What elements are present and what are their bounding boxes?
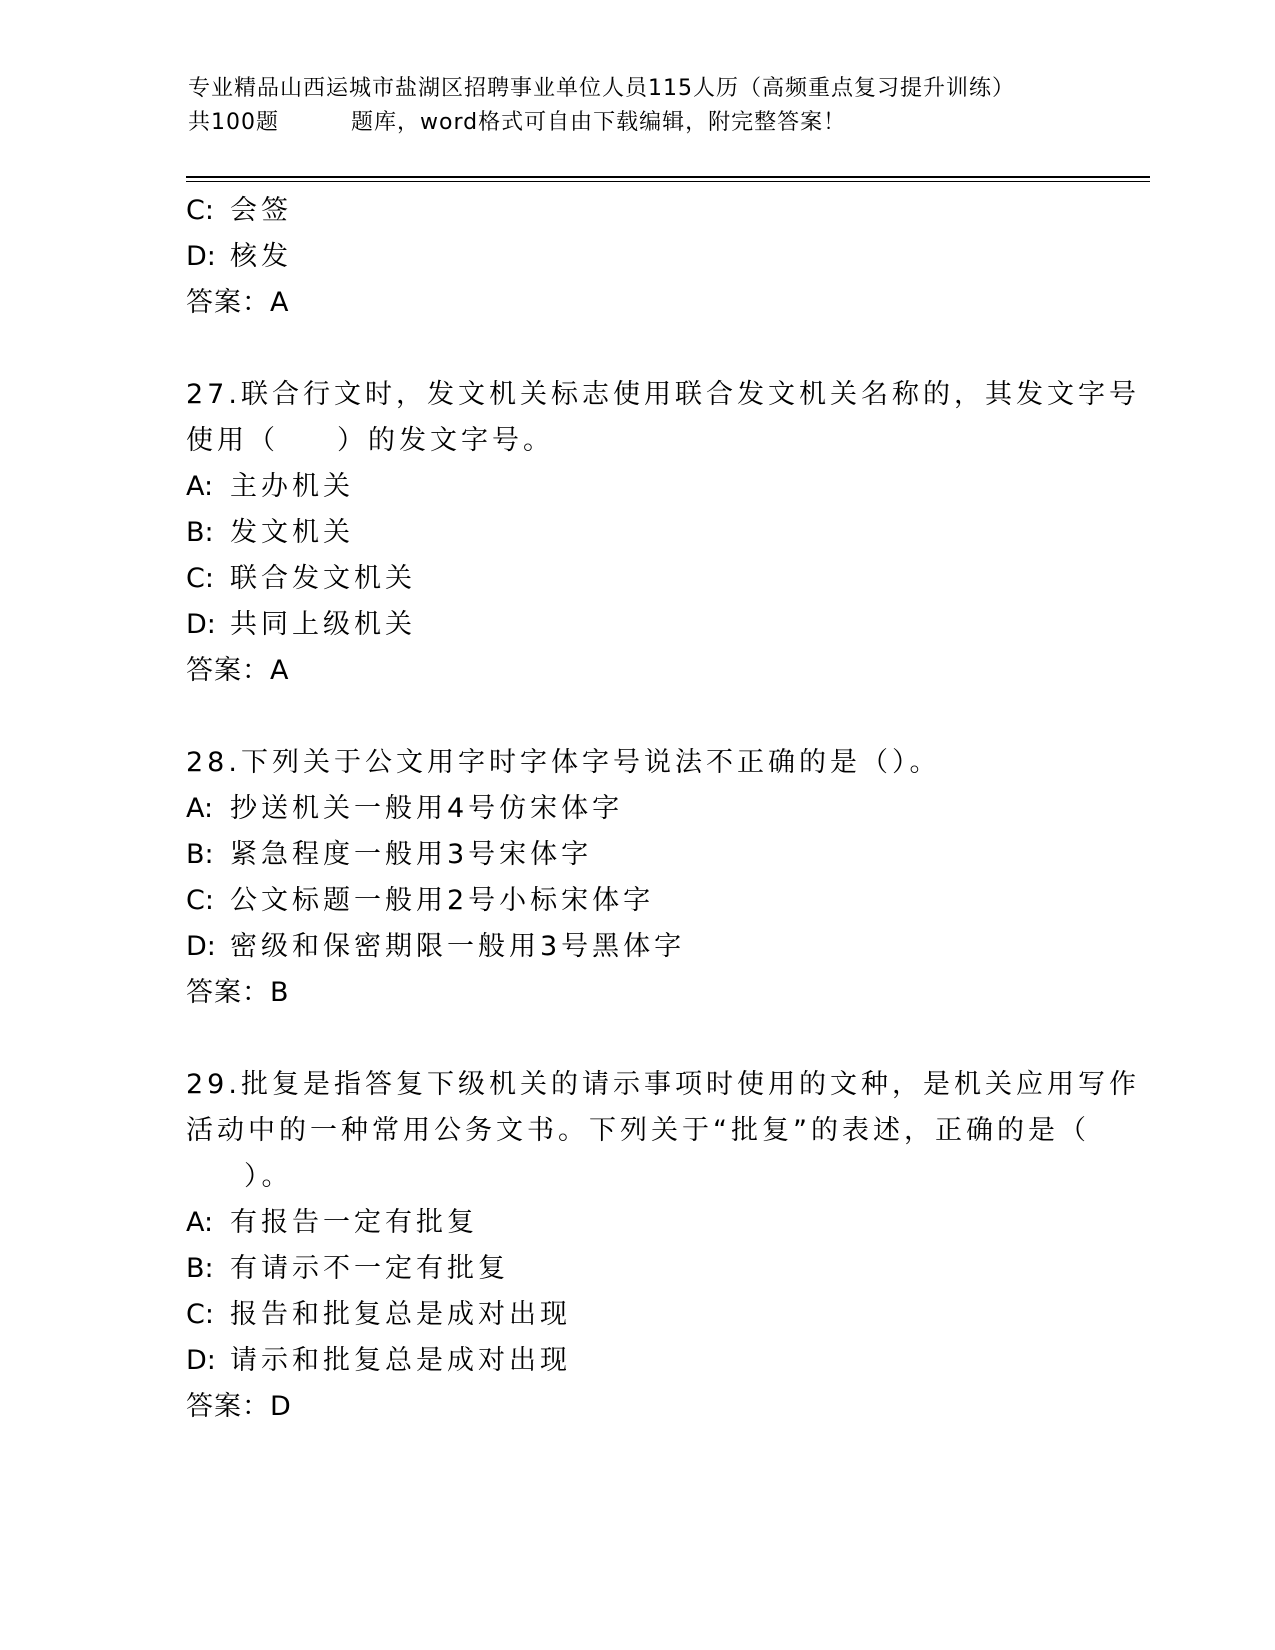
stem-part: ）的发文字号。 — [337, 425, 554, 456]
question-26-tail — [186, 188, 1086, 326]
header-description: 题库，word格式可自由下载编辑，附完整答案！ — [351, 110, 847, 135]
header-rule-thin — [186, 181, 1150, 182]
stem-part: ）。 — [244, 1161, 293, 1192]
option-letter: D: — [186, 1345, 216, 1376]
answer-line: 答案：A — [186, 287, 290, 318]
option-text: 联合发文机关 — [230, 563, 416, 594]
option-text: 密级和保密期限一般用3号黑体字 — [230, 931, 686, 962]
option-b — [186, 1246, 1086, 1292]
stem-part: 使用（ — [186, 425, 279, 456]
option-c — [186, 878, 1086, 924]
option-c — [186, 188, 1086, 234]
header-subtitle-line — [188, 106, 1088, 140]
question-27 — [186, 372, 1140, 694]
option-b — [186, 832, 1086, 878]
option-text: 发文机关 — [230, 517, 354, 548]
option-text: 共同上级机关 — [230, 609, 416, 640]
option-letter: A: — [186, 1207, 214, 1238]
option-d — [186, 924, 1086, 970]
option-text: 核发 — [230, 241, 292, 272]
answer-line: 答案：B — [186, 977, 290, 1008]
document-body — [186, 188, 1140, 1430]
header-title-line: 专业精品山西运城市盐湖区招聘事业单位人员115人历（高频重点复习提升训练） — [188, 76, 1015, 101]
question-stem-line: 29.批复是指答复下级机关的请示事项时使用的文种，是机关应用写作 — [186, 1069, 1140, 1100]
option-text: 请示和批复总是成对出现 — [230, 1345, 571, 1376]
option-text: 抄送机关一般用4号仿宋体字 — [230, 793, 624, 824]
option-a — [186, 1200, 1086, 1246]
option-text: 公文标题一般用2号小标宋体字 — [230, 885, 655, 916]
option-letter: A: — [186, 471, 214, 502]
option-letter: B: — [186, 1253, 214, 1284]
option-letter: C: — [186, 885, 214, 916]
option-b — [186, 510, 1086, 556]
question-stem-line: 28.下列关于公文用字时字体字号说法不正确的是（）。 — [186, 747, 941, 778]
option-d — [186, 602, 1086, 648]
option-text: 有报告一定有批复 — [230, 1207, 478, 1238]
question-stem-line: 27.联合行文时，发文机关标志使用联合发文机关名称的，其发文字号 — [186, 379, 1140, 410]
question-28 — [186, 740, 1086, 1016]
option-letter: C: — [186, 1299, 214, 1330]
answer-line: 答案：D — [186, 1391, 292, 1422]
question-stem-line: 活动中的一种常用公务文书。下列关于“批复”的表述，正确的是（ — [186, 1115, 1090, 1146]
option-a — [186, 464, 1086, 510]
question-stem-line — [186, 1154, 1086, 1200]
option-c — [186, 556, 1086, 602]
option-c — [186, 1292, 1086, 1338]
question-29 — [186, 1062, 1140, 1430]
option-text: 有请示不一定有批复 — [230, 1253, 509, 1284]
option-letter: B: — [186, 839, 214, 870]
option-letter: C: — [186, 563, 214, 594]
option-letter: D: — [186, 241, 216, 272]
document-header — [188, 72, 1088, 140]
option-text: 报告和批复总是成对出现 — [230, 1299, 571, 1330]
option-text: 会签 — [230, 195, 292, 226]
header-rule-thick — [186, 176, 1150, 178]
option-text: 紧急程度一般用3号宋体字 — [230, 839, 593, 870]
option-letter: A: — [186, 793, 214, 824]
option-text: 主办机关 — [230, 471, 354, 502]
header-question-count: 共100题 — [188, 110, 279, 135]
question-stem-line — [186, 418, 1086, 464]
option-letter: D: — [186, 931, 216, 962]
option-d — [186, 1338, 1086, 1384]
answer-line: 答案：A — [186, 655, 290, 686]
option-letter: C: — [186, 195, 214, 226]
option-letter: B: — [186, 517, 214, 548]
option-letter: D: — [186, 609, 216, 640]
option-d — [186, 234, 1086, 280]
option-a — [186, 786, 1086, 832]
